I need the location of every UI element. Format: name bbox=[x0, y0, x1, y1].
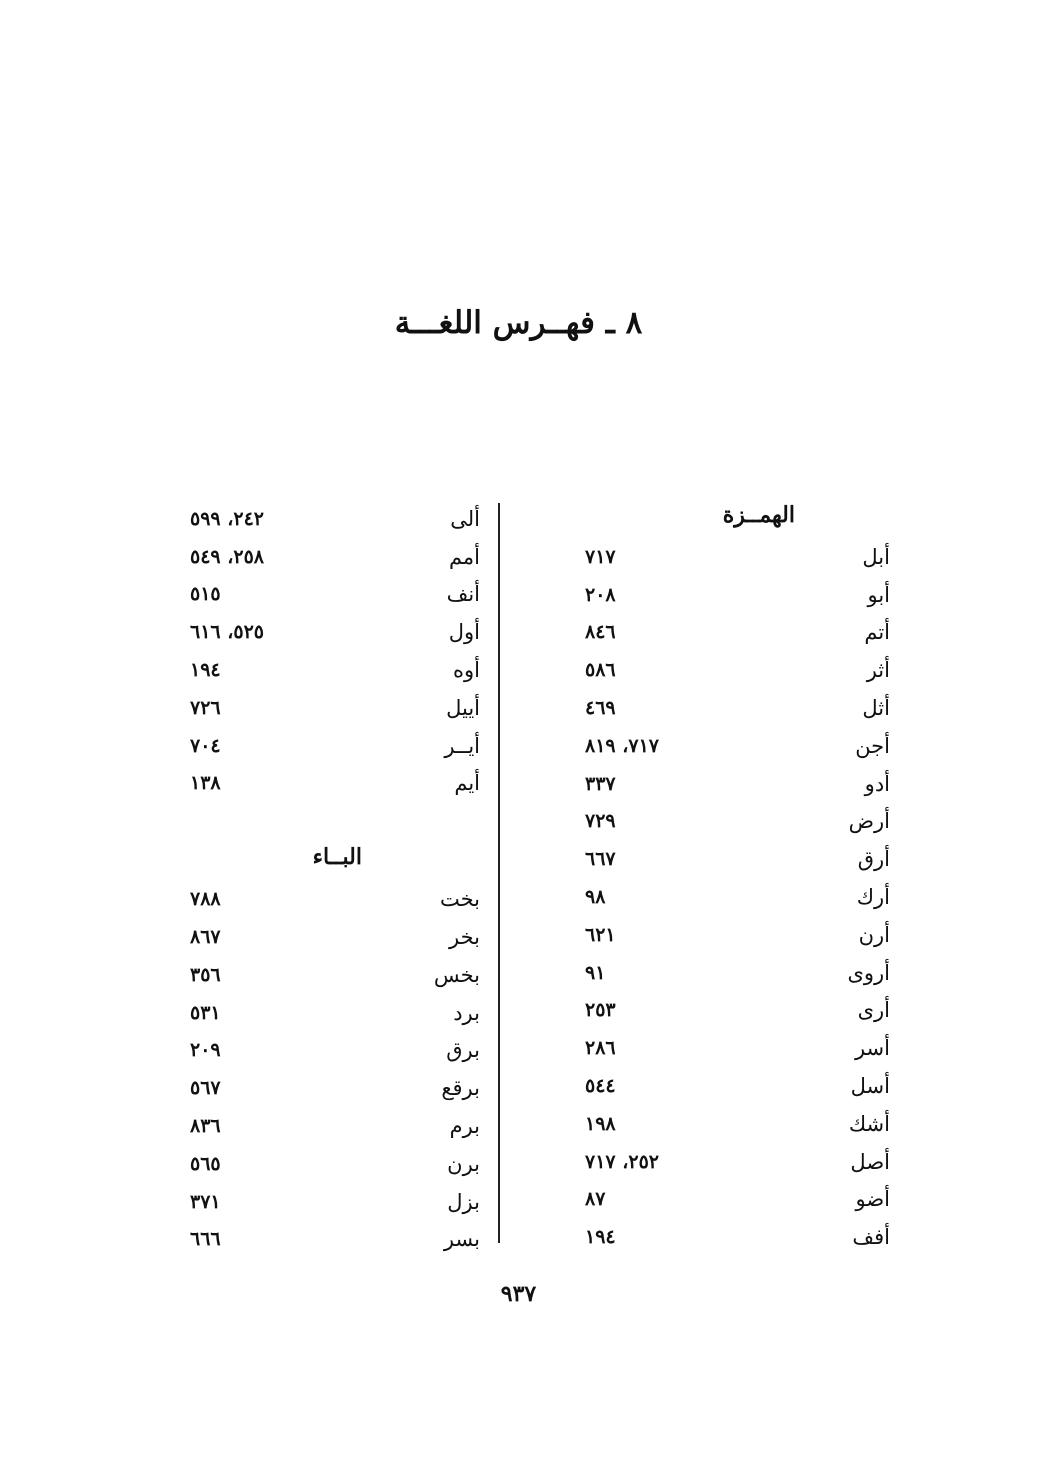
entry-page-refs: ٣٧١ bbox=[190, 1190, 221, 1213]
entry-word: بخت bbox=[439, 887, 480, 912]
index-entry bbox=[190, 538, 480, 576]
entry-page-refs: ٩٨ bbox=[585, 886, 606, 909]
entry-page-refs: ٥١٥ bbox=[190, 583, 221, 606]
index-entry bbox=[585, 1181, 890, 1219]
entry-word: برقع bbox=[441, 1076, 480, 1101]
index-entry bbox=[190, 765, 480, 803]
section-heading-hamza: الهمــزة bbox=[722, 502, 795, 528]
entry-page-refs: ٣٥٦ bbox=[190, 963, 221, 986]
index-entry bbox=[585, 878, 890, 916]
index-entry bbox=[190, 689, 480, 727]
index-entry bbox=[585, 1218, 890, 1256]
index-entry bbox=[585, 840, 890, 878]
index-entry bbox=[190, 727, 480, 765]
index-entry bbox=[190, 576, 480, 614]
entry-word: أرض bbox=[848, 809, 890, 834]
page-title: ٨ ـ فهــرس اللغـــة bbox=[394, 305, 643, 341]
index-entry bbox=[190, 880, 480, 918]
entry-page-refs: ٦٦٧ bbox=[585, 848, 616, 871]
index-entry bbox=[585, 765, 890, 803]
index-entry bbox=[585, 1143, 890, 1181]
entry-word: أيــر bbox=[444, 733, 480, 758]
entry-word: بخس bbox=[433, 962, 480, 987]
entry-word: أوه bbox=[453, 658, 480, 683]
entry-word: أتم bbox=[864, 620, 890, 645]
entry-word: أفف bbox=[852, 1225, 890, 1250]
index-entry bbox=[585, 803, 890, 841]
index-entry bbox=[190, 994, 480, 1032]
entry-page-refs: ٥٢٥، ٦١٦ bbox=[190, 621, 264, 644]
entry-page-refs: ٦٢١ bbox=[585, 923, 616, 946]
entry-page-refs: ١٩٨ bbox=[585, 1112, 616, 1135]
entry-page-refs: ١٩٤ bbox=[190, 659, 221, 682]
entry-page-refs: ٢٥٢، ٧١٧ bbox=[585, 1150, 659, 1173]
entry-page-refs: ٤٦٩ bbox=[585, 697, 616, 720]
entry-word: برد bbox=[453, 1000, 480, 1025]
entry-word: أرق bbox=[857, 847, 890, 872]
index-entry bbox=[585, 727, 890, 765]
entry-word: أدو bbox=[864, 771, 890, 796]
index-entry bbox=[190, 1183, 480, 1221]
index-entry bbox=[585, 651, 890, 689]
entry-page-refs: ٨٤٦ bbox=[585, 621, 616, 644]
entry-word: برق bbox=[446, 1038, 480, 1063]
entry-page-refs: ١٣٨ bbox=[190, 772, 221, 795]
entry-word: أيم bbox=[454, 771, 480, 796]
entry-word: أروى bbox=[847, 960, 890, 985]
index-entry bbox=[190, 1145, 480, 1183]
entry-page-refs: ٧١٧، ٨١٩ bbox=[585, 734, 659, 757]
index-entry bbox=[190, 1032, 480, 1070]
entry-word: برن bbox=[447, 1151, 480, 1176]
entry-page-refs: ١٩٤ bbox=[585, 1226, 616, 1249]
index-entry bbox=[585, 576, 890, 614]
entry-page-refs: ٥٣١ bbox=[190, 1001, 221, 1024]
entry-word: أجن bbox=[855, 733, 890, 758]
index-entry bbox=[585, 954, 890, 992]
entry-word: أنف bbox=[446, 582, 480, 607]
entry-word: أشك bbox=[848, 1111, 890, 1136]
page-number: ٩٣٧ bbox=[500, 1281, 537, 1307]
index-entry bbox=[585, 1067, 890, 1105]
entry-page-refs: ٢٠٩ bbox=[190, 1039, 221, 1062]
index-entry bbox=[585, 916, 890, 954]
entry-page-refs: ٦٦٦ bbox=[190, 1228, 221, 1251]
entry-page-refs: ٣٣٧ bbox=[585, 772, 616, 795]
entry-page-refs: ٥٦٥ bbox=[190, 1152, 221, 1175]
entry-list-hamza-continued bbox=[190, 500, 480, 802]
entry-page-refs: ٨٦٧ bbox=[190, 926, 221, 949]
entry-word: بخر bbox=[449, 925, 480, 950]
entry-word: أول bbox=[448, 620, 480, 645]
entry-word: أرى bbox=[857, 998, 890, 1023]
entry-page-refs: ٧٨٨ bbox=[190, 888, 221, 911]
entry-page-refs: ٨٧ bbox=[585, 1188, 606, 1211]
entry-word: بسر bbox=[443, 1227, 480, 1252]
entry-word: أبل bbox=[862, 544, 890, 569]
entry-word: أثل bbox=[862, 696, 890, 721]
entry-page-refs: ٩١ bbox=[585, 961, 606, 984]
entry-page-refs: ٥٦٧ bbox=[190, 1077, 221, 1100]
entry-page-refs: ٨٣٦ bbox=[190, 1115, 221, 1138]
index-column-right bbox=[585, 500, 890, 1256]
index-entry bbox=[190, 1221, 480, 1259]
index-entry bbox=[585, 1105, 890, 1143]
entry-page-refs: ٢٨٦ bbox=[585, 1037, 616, 1060]
entry-page-refs: ٢٤٢، ٥٩٩ bbox=[190, 507, 264, 530]
entry-word: أصل bbox=[850, 1149, 890, 1174]
entry-word: أثر bbox=[866, 658, 890, 683]
entry-word: أسر bbox=[854, 1036, 890, 1061]
entry-page-refs: ٥٨٦ bbox=[585, 659, 616, 682]
entry-list-hamza bbox=[585, 538, 890, 1256]
column-divider bbox=[498, 503, 500, 1243]
index-entry bbox=[585, 1029, 890, 1067]
entry-word: أرن bbox=[858, 922, 890, 947]
index-entry bbox=[190, 651, 480, 689]
entry-page-refs: ٢٥٨، ٥٤٩ bbox=[190, 545, 264, 568]
index-entry bbox=[585, 614, 890, 652]
index-entry bbox=[190, 956, 480, 994]
index-entry bbox=[190, 918, 480, 956]
entry-word: برم bbox=[449, 1114, 480, 1139]
entry-page-refs: ٧١٧ bbox=[585, 545, 616, 568]
index-entry bbox=[190, 1069, 480, 1107]
entry-word: أييل bbox=[446, 695, 480, 720]
index-entry bbox=[190, 500, 480, 538]
entry-page-refs: ٢٠٨ bbox=[585, 583, 616, 606]
entry-word: أسل bbox=[850, 1074, 890, 1099]
entry-page-refs: ٧٢٦ bbox=[190, 696, 221, 719]
entry-word: أبو bbox=[867, 582, 890, 607]
index-entry bbox=[585, 992, 890, 1030]
entry-word: ألى bbox=[450, 506, 480, 531]
entry-word: أضو bbox=[855, 1187, 890, 1212]
entry-word: أرك bbox=[856, 885, 890, 910]
entry-word: بزل bbox=[447, 1189, 480, 1214]
index-entry bbox=[585, 689, 890, 727]
entry-page-refs: ٧٢٩ bbox=[585, 810, 616, 833]
index-entry bbox=[190, 1107, 480, 1145]
entry-page-refs: ٥٤٤ bbox=[585, 1075, 616, 1098]
section-heading-ba: البــاء bbox=[312, 844, 362, 871]
entry-list-ba bbox=[190, 880, 480, 1258]
index-entry bbox=[585, 538, 890, 576]
index-entry bbox=[190, 613, 480, 651]
entry-page-refs: ٢٥٣ bbox=[585, 999, 616, 1022]
index-column-left bbox=[190, 500, 480, 1258]
entry-word: أمم bbox=[448, 544, 480, 569]
entry-page-refs: ٧٠٤ bbox=[190, 734, 221, 757]
